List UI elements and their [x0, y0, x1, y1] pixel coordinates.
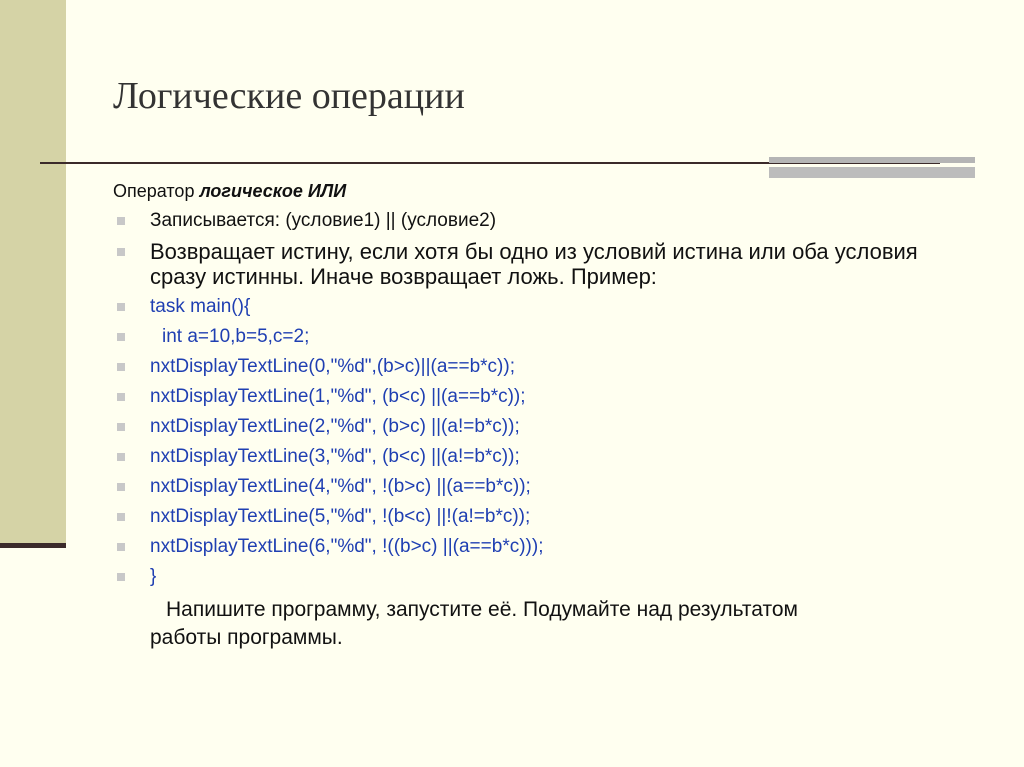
code-line-text: nxtDisplayTextLine(2,"%d", (b>c) ||(a!=b*c));: [150, 416, 520, 437]
code-line: [113, 532, 973, 562]
bullet-icon: [117, 483, 125, 491]
closing-line-1: Напишите программу, запустите её. Подумайте над результатом: [166, 598, 798, 621]
code-line-text: nxtDisplayTextLine(3,"%d", (b<c) ||(a!=b*c));: [150, 446, 520, 467]
bullet-icon: [117, 363, 125, 371]
heading-emphasis: логическое ИЛИ: [199, 181, 347, 201]
section-heading: [113, 176, 973, 206]
list-item-text: Возвращает истину, если хотя бы одно из условий истина или оба условия сразу истинны. Иначе возвращает ложь. Пример:: [150, 239, 918, 289]
closing-line-2: работы программы.: [150, 626, 343, 649]
code-line-text: nxtDisplayTextLine(5,"%d", !(b<c) ||!(a!=b*c));: [150, 506, 531, 527]
closing-paragraph: [113, 596, 973, 652]
bullet-icon: [117, 453, 125, 461]
heading-prefix: Оператор: [113, 181, 200, 201]
code-line-text: nxtDisplayTextLine(4,"%d", !(b>c) ||(a==b*c));: [150, 476, 531, 497]
code-line-text: }: [150, 566, 157, 587]
code-line: [113, 382, 973, 412]
left-decorative-bar: [0, 0, 66, 545]
code-line: [113, 502, 973, 532]
list-item-syntax: [113, 206, 973, 236]
bullet-icon: [117, 217, 125, 225]
code-line-text: nxtDisplayTextLine(0,"%d",(b>c)||(a==b*c));: [150, 356, 515, 377]
list-item-description: [113, 236, 973, 292]
slide-content: [113, 176, 973, 652]
bullet-icon: [117, 333, 125, 341]
code-line-text: task main(){: [150, 296, 251, 317]
code-line: [113, 412, 973, 442]
code-line-text: nxtDisplayTextLine(1,"%d", (b<c) ||(a==b*c));: [150, 386, 526, 407]
code-line-text: int a=10,b=5,c=2;: [162, 326, 310, 347]
code-line-text: nxtDisplayTextLine(6,"%d", !((b>c) ||(a==b*c)));: [150, 536, 544, 557]
slide-title: Логические операции: [113, 75, 465, 117]
bullet-icon: [117, 543, 125, 551]
bullet-icon: [117, 393, 125, 401]
code-line: [113, 562, 973, 592]
code-line: [113, 352, 973, 382]
bullet-icon: [117, 573, 125, 581]
code-line: [113, 292, 973, 322]
left-bar-bottom-rule: [0, 543, 66, 548]
list-item-text: Записывается: (условие1) || (условие2): [150, 210, 497, 231]
bullet-icon: [117, 303, 125, 311]
bullet-list: [113, 206, 973, 592]
code-line: [113, 442, 973, 472]
bullet-icon: [117, 423, 125, 431]
code-line: [113, 322, 973, 352]
bullet-icon: [117, 248, 125, 256]
bullet-icon: [117, 513, 125, 521]
decorative-gray-bar-top: [769, 157, 975, 163]
code-line: [113, 472, 973, 502]
